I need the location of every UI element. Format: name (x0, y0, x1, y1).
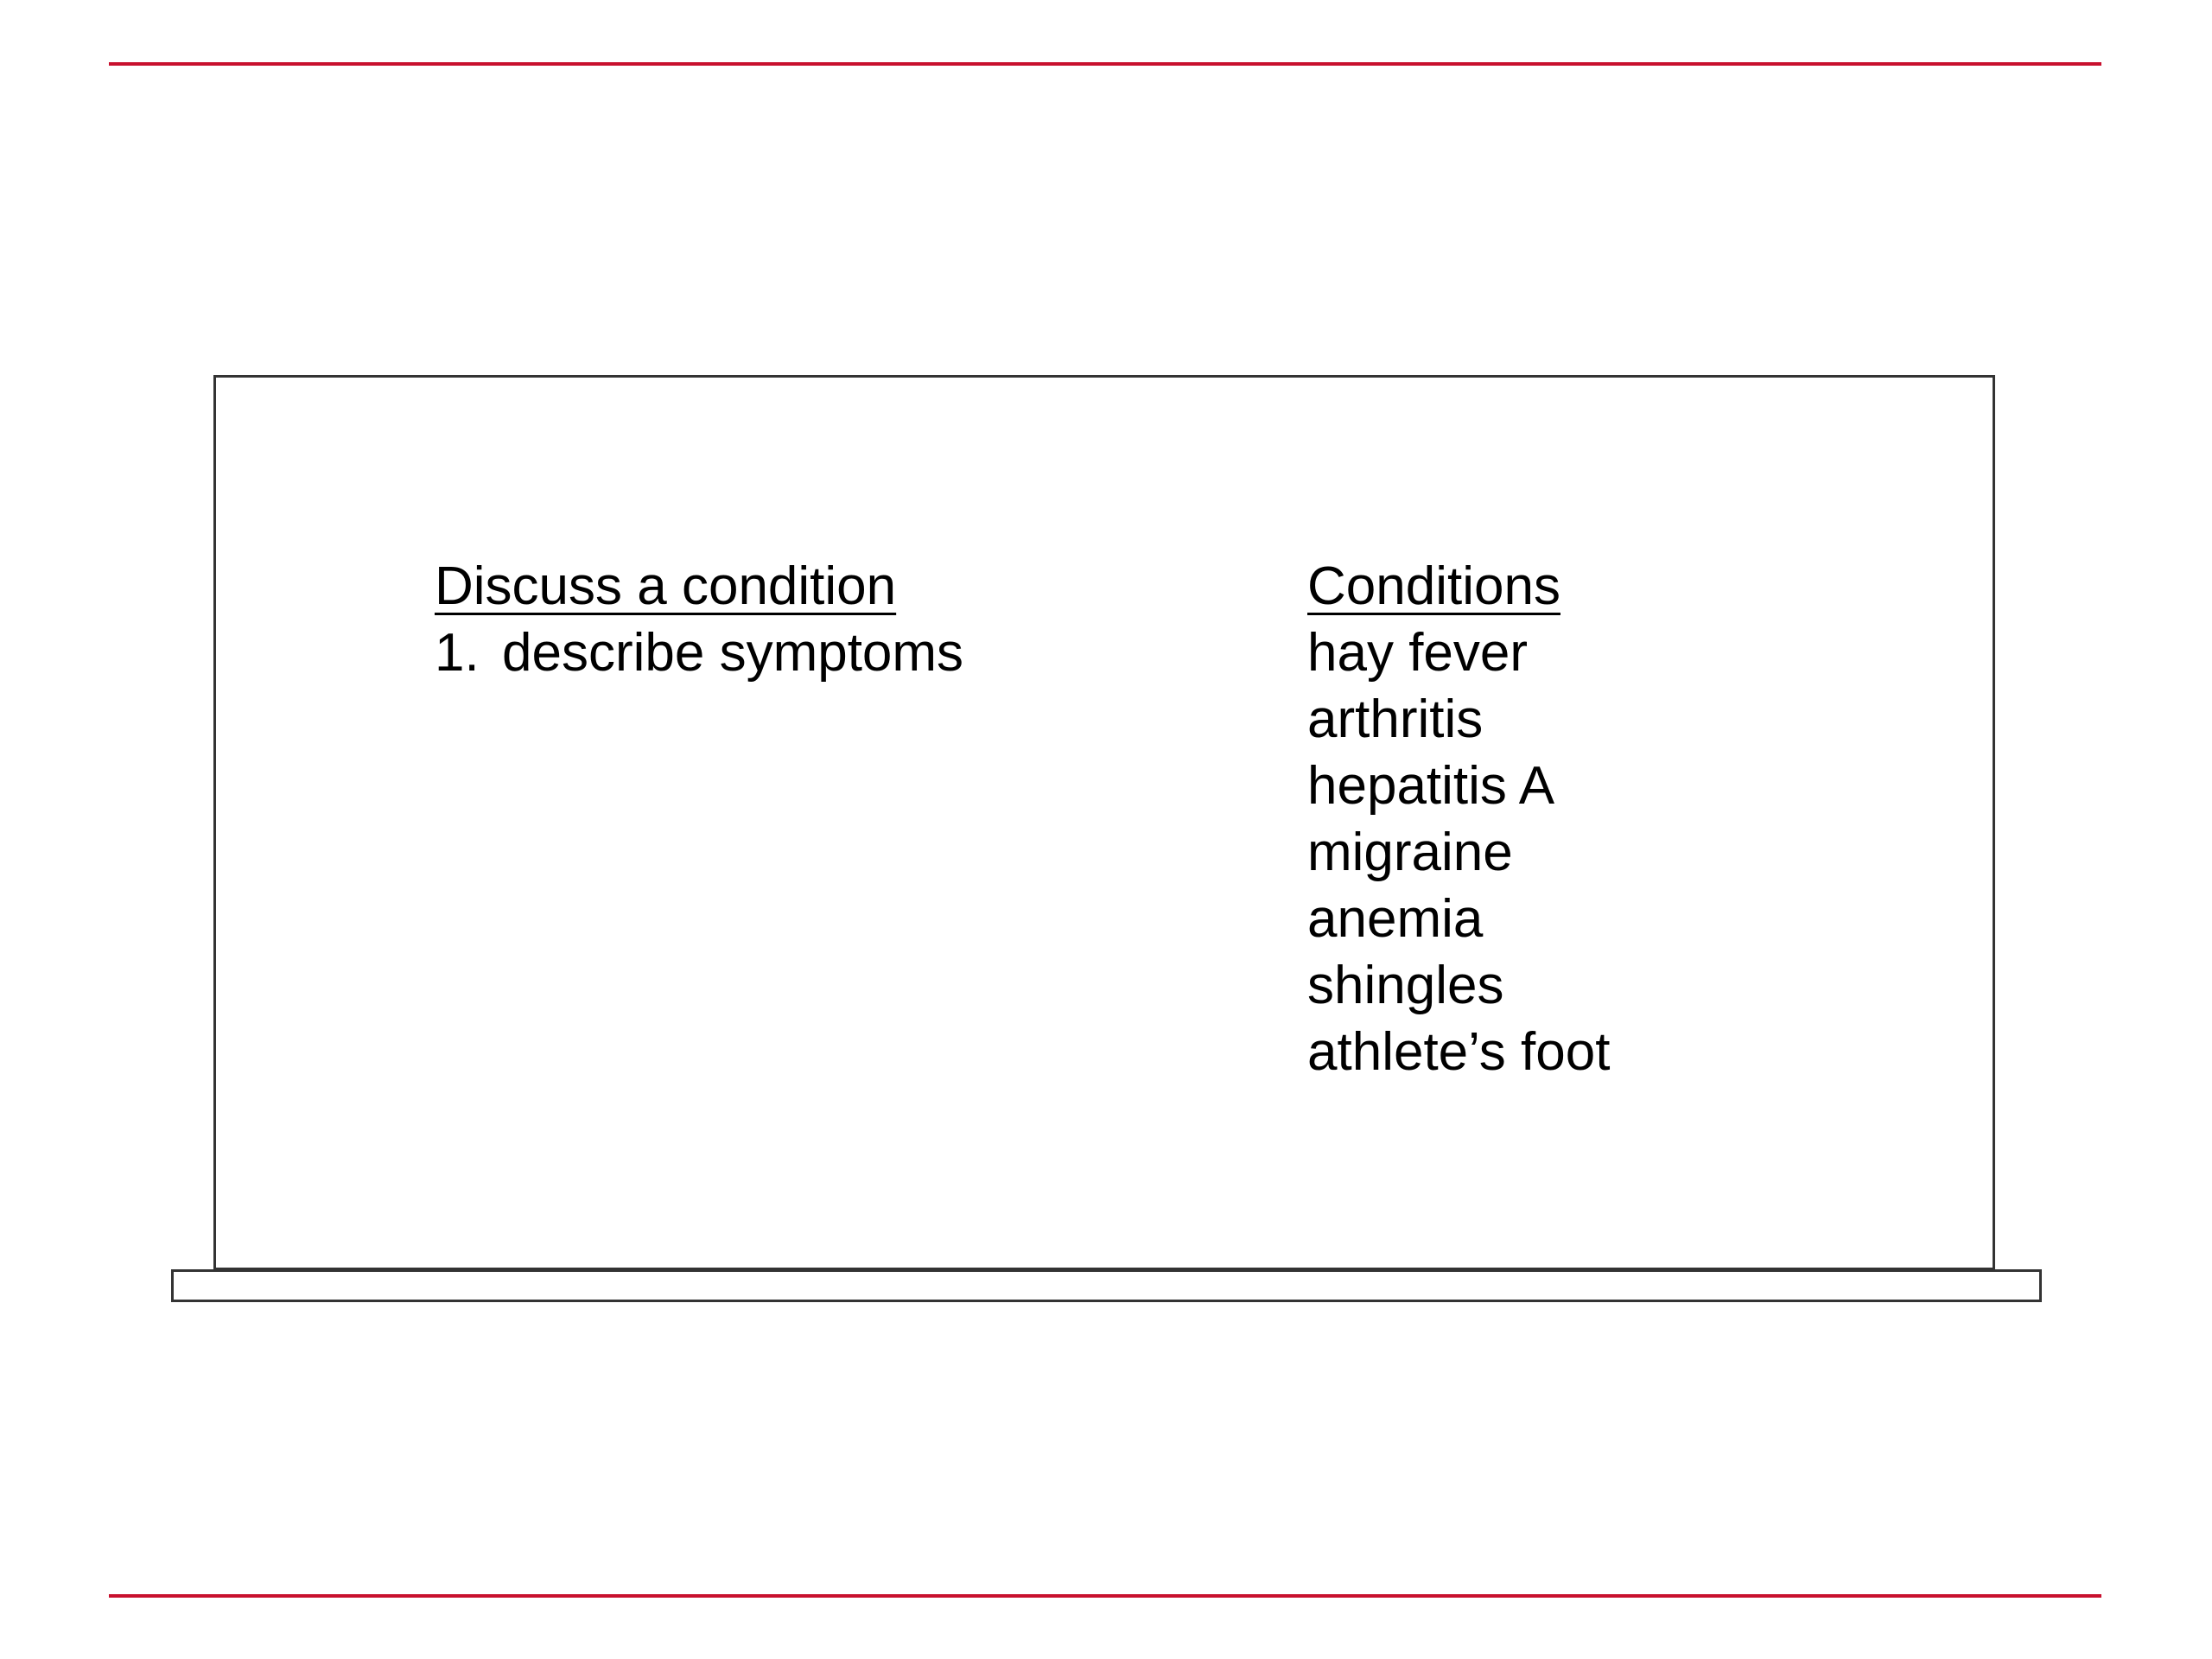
condition-item: athlete’s foot (1307, 1022, 1611, 1082)
whiteboard-ledge (171, 1269, 2042, 1302)
task-column (435, 553, 963, 686)
task-heading: Discuss a condition (435, 556, 897, 616)
conditions-list (1307, 620, 1610, 1085)
condition-item: hay fever (1307, 623, 1529, 683)
condition-item: migraine (1307, 823, 1513, 882)
condition-item: shingles (1307, 956, 1504, 1015)
condition-item: arthritis (1307, 690, 1484, 749)
step-text: describe symptoms (502, 623, 964, 683)
top-accent-rule (109, 62, 2101, 66)
condition-item: hepatitis A (1307, 756, 1555, 816)
step-number: 1. (435, 623, 480, 683)
conditions-heading: Conditions (1307, 556, 1560, 616)
task-step (435, 620, 963, 686)
whiteboard (213, 375, 1995, 1270)
bottom-accent-rule (109, 1594, 2101, 1598)
condition-item: anemia (1307, 889, 1484, 949)
conditions-column (1307, 553, 1610, 1085)
